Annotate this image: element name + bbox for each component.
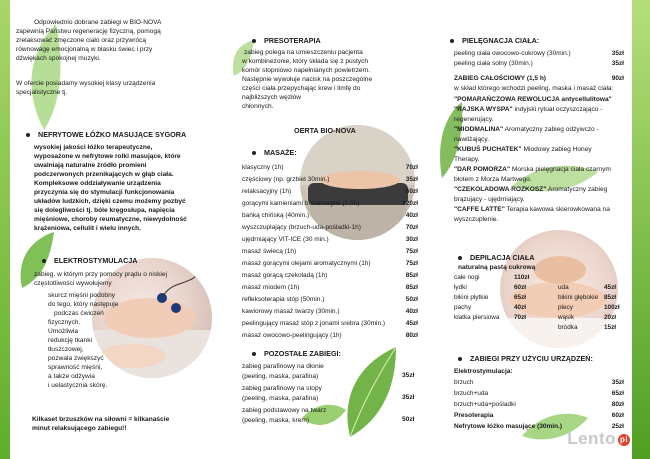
massage-price: 85zł <box>405 272 418 279</box>
device-name: Nefrytowe łóżko masujące (30min.) <box>454 423 563 430</box>
massage-name: częściowy (np. grzbiet 30min.) <box>242 176 330 183</box>
elektro-text-11: sprawność mięśni, <box>48 364 103 371</box>
body-care-row <box>454 49 624 58</box>
intro-line-3: zrelaksować zmęczone ciało oraz przywrócą <box>16 37 147 44</box>
pielegnacja-title-text: PIELĘGNACJA CIAŁA: <box>462 36 540 45</box>
massage-price: 30zł <box>405 236 418 243</box>
treatment-name: "MIODMALINA" <box>454 126 504 133</box>
treatment-line <box>454 106 602 114</box>
massage-price: 75zł <box>405 248 418 255</box>
depilation-area-right: uda <box>558 284 569 291</box>
other-treatments-list <box>242 363 418 433</box>
depilation-area-left: bikini płytkie <box>454 294 489 301</box>
urzadzenia-title <box>458 355 593 363</box>
treatment-name: "DAR POMORZA" <box>454 166 511 173</box>
massage-name: kawiorowy masaż twarzy (30min.) <box>242 308 340 315</box>
preso-text-6: najbliższych węzłów <box>242 94 301 101</box>
massage-name: gorącymi kamieniami bazaltowymi (1,5h) <box>242 200 360 207</box>
full-treatment-name: ZABIEG CAŁOŚCIOWY (1,5 h) <box>454 75 546 82</box>
other-treatment-price: 35zł <box>402 372 415 379</box>
preso-text-5: części ciała przepychając krew i limfę do <box>242 85 361 92</box>
treatment-line <box>454 166 611 174</box>
treatment-desc: Aromatyczny zabieg odżywczo - <box>503 126 599 133</box>
column-middle <box>222 0 420 459</box>
logo-badge: pl <box>619 434 629 444</box>
treatment-line <box>454 146 592 154</box>
treatment-line <box>454 116 493 124</box>
massage-price: 70zł <box>405 164 418 171</box>
bottom-slogan-2: minut relaksującego zabiegu!! <box>32 425 127 432</box>
intro-line-4: równowagę emocjonalną w blasku świec i przy <box>16 46 153 53</box>
depilacja-sub: naturalną pastą cukrową <box>458 264 536 271</box>
massage-row <box>242 247 418 256</box>
elektro-text-1: zabieg, w którym przy pomocy prądu o niskiej <box>34 271 168 278</box>
other-treatment-name: zabieg podstawowy na twarz <box>242 407 327 414</box>
bed-text-5: Kompleksowe oddziaływanie urządzenia <box>34 180 161 187</box>
bed-text-10: krążeniowa, cellulit i wielu innych. <box>34 225 141 232</box>
intro-line-2: zapewnią Państwu regenerację fizyczną, pomogą <box>16 28 161 35</box>
massage-name: masaż miodem (1h) <box>242 284 300 291</box>
bed-text-3: uwalniają naturalne źródło promieni <box>34 162 147 169</box>
elektro-text-2: częstotliwości wywołujemy <box>34 280 112 287</box>
massage-name: wyszczuplający (brzuch-uda-pośladki-1h) <box>242 224 361 231</box>
treatment-desc: wyszczuplenie. <box>454 216 499 223</box>
other-treatment-name: zabieg parafinowy na stopy <box>242 385 322 392</box>
elektro-text-4: do tego, który następuje <box>48 301 119 308</box>
device-name: brzuch <box>454 379 474 386</box>
bed-title-text: NEFRYTOWE ŁÓŻKO MASUJĄCE SYGORA <box>38 130 187 139</box>
body-care-price: 35zł <box>611 50 624 57</box>
massage-row <box>242 319 418 328</box>
offer-line-1: W ofercie posiadamy wysokiej klasy urządzenia <box>16 80 156 87</box>
elektro-text-9: tłuszczowej, <box>48 346 84 353</box>
treatment-desc: błotem z Morza Martwego. <box>454 176 532 183</box>
body-care-name: peeling ciała owocowo-cukrowy (30min.) <box>454 50 571 57</box>
massage-row <box>242 283 418 292</box>
device-row <box>454 378 624 387</box>
massage-row <box>242 295 418 304</box>
treatment-line <box>454 136 489 144</box>
device-price: 65zł <box>611 390 624 397</box>
massage-name: masaż świecą (1h) <box>242 248 297 255</box>
device-row <box>454 389 624 398</box>
depilation-area-right: bródka <box>558 324 578 331</box>
depilation-area-left: pachy <box>454 304 472 311</box>
massage-name: peelingujący masaż stóp z jonami srebra (30min.) <box>242 320 386 327</box>
massage-row <box>242 271 418 280</box>
bed-text-9: mięśniowe, choroby reumatyczne, niewydolność <box>34 216 187 223</box>
bed-text-8: się dolegliwości tj. bóle kręgosłupa, napięcia <box>34 207 175 214</box>
body-care-list <box>454 49 624 69</box>
left-green-edge <box>0 0 10 459</box>
treatment-desc: regenerujący. <box>454 116 494 123</box>
depilation-price-left: 65zł <box>514 294 527 301</box>
treatment-desc: Therapy. <box>454 156 480 163</box>
bullet-icon <box>26 133 30 137</box>
bed-text-2: wyposażone w nefrytowe rolki masujące, które <box>34 153 181 160</box>
full-treatment-desc: w skład którego wchodzi peeling, maska i masaż ciała: <box>454 85 614 92</box>
preso-text-1: zabieg polega na umieszczeniu pacjenta <box>244 49 363 56</box>
massage-price: 80zł <box>405 332 418 339</box>
intro-line-5: dźwiękach spokojnej muzyki. <box>16 55 101 62</box>
elektro-text-13: i uelastycznia skórę. <box>48 382 108 389</box>
pozostale-title <box>252 350 341 358</box>
depilation-price-left: 60zł <box>514 284 527 291</box>
massage-row <box>242 235 418 244</box>
right-green-edge <box>632 0 650 459</box>
device-price: 80zł <box>611 401 624 408</box>
treatment-name: "RAJSKA WYSPA" <box>454 106 513 113</box>
depilation-area-right: bikini głębokie <box>558 294 599 301</box>
depilation-price-right: 45zł <box>604 284 617 291</box>
massage-price: 85zł <box>405 284 418 291</box>
bullet-icon <box>252 151 256 155</box>
bullet-icon <box>458 357 462 361</box>
elektro-text-8: redukcję tkanki <box>48 337 92 344</box>
device-row <box>454 411 624 420</box>
other-treatment-name: zabieg parafinowy na dłonie <box>242 363 324 370</box>
massage-row <box>242 211 418 220</box>
full-treatment-row <box>454 74 624 83</box>
treatment-line <box>454 216 498 224</box>
massage-row <box>242 223 418 232</box>
bullet-icon <box>252 39 256 43</box>
massage-row <box>242 187 418 196</box>
bed-text-7: układów ludzkich, dzięki czemu możemy pozbyć <box>34 198 186 205</box>
depilation-price-right: 85zł <box>604 294 617 301</box>
device-price: 35zł <box>611 379 624 386</box>
treatment-desc: indyjski rytuał oczyszczająco - <box>512 106 603 113</box>
lento-watermark-logo <box>567 429 630 449</box>
bed-text-6: przyczynia się do stymulacji funkcjonowania <box>34 189 175 196</box>
elektro-text-5: podczas ćwiczeń <box>54 310 104 317</box>
full-treatment-price: 90zł <box>611 75 624 82</box>
depilation-area-left: całe nogi <box>454 274 480 281</box>
massage-row <box>242 307 418 316</box>
treatment-desc: Miodowy zabieg Honey <box>521 146 592 153</box>
massage-price: 35zł <box>405 176 418 183</box>
massage-name: masaż gorącą czekoladą (1h) <box>242 272 328 279</box>
elektro-text-3: skurcz mięśni podobny <box>48 292 116 299</box>
treatment-line <box>454 176 532 184</box>
massage-name: klasyczny (1h) <box>242 164 284 171</box>
elektro-heading: Elektrostymulacja: <box>454 368 513 375</box>
device-price: 25zł <box>611 423 624 430</box>
massage-price: 75zł <box>405 260 418 267</box>
column-left <box>14 0 214 459</box>
elektro-text-7: Umożliwia <box>48 328 79 335</box>
treatment-name: "KUBUŚ PUCHATEK" <box>454 146 522 153</box>
massage-name: relaksacyjny (1h) <box>242 188 292 195</box>
depilation-price-left: 40zł <box>514 304 527 311</box>
massage-price: 40zł <box>405 212 418 219</box>
treatment-line <box>454 96 612 104</box>
massage-row <box>242 199 418 208</box>
massage-name: ujędrniający VIT-ICE (30 min.) <box>242 236 329 243</box>
depilation-area-right: wąsik <box>558 314 574 321</box>
bed-text-4: podczerwonych przenikających w głąb ciała. <box>34 171 174 178</box>
elektro-text-12: a także odżywia <box>48 373 95 380</box>
massage-price: 50zł <box>405 296 418 303</box>
presoterapia-title-text: PRESOTERAPIA <box>264 36 321 45</box>
offer-line-2: specjalistyczne tj. <box>16 89 68 96</box>
depilation-price-right: 15zł <box>604 324 617 331</box>
massage-row <box>242 331 418 340</box>
depilation-area-right: plecy <box>558 304 573 311</box>
bed-text-1: wysokiej jakości łóżko terapeutyczne, <box>34 144 153 151</box>
depilation-area-left: łydki <box>454 284 467 291</box>
preso-text-3: komór stopniowo napełnianych powietrzem. <box>242 67 370 74</box>
body-care-row <box>454 59 624 68</box>
elektro-title-text: ELEKTROSTYMULACJA <box>54 256 138 265</box>
depilacja-title-text: DEPILACJA CIAŁA <box>470 253 535 262</box>
depilation-area-left: klatka piersiowa <box>454 314 500 321</box>
device-name: brzuch+uda <box>454 390 489 397</box>
offer-title: OERTA BIO-NOVA <box>294 126 356 135</box>
treatment-desc: Terapia kawowa skierowkowana na <box>504 206 610 213</box>
treatment-line <box>454 186 607 194</box>
massage-price: 40zł <box>405 308 418 315</box>
bullet-icon <box>450 39 454 43</box>
bottom-slogan-1: Kilkaset brzuszków na siłowni = kilkanaście <box>32 416 170 423</box>
massage-price: 60zł <box>405 188 418 195</box>
intro-line-1: Odpowiednio dobrane zabiegi w BIO-NOVA <box>34 19 162 26</box>
massage-price: 120zł <box>402 200 418 207</box>
other-treatment-sub: (peeling, maska, krem) <box>242 417 310 424</box>
preso-text-4: Następnie wywołuje nacisk na poszczególne <box>242 76 373 83</box>
treatment-desc: brązujący - ujędrniający. <box>454 196 525 203</box>
massage-name: bańką chińską (40min.) <box>242 212 310 219</box>
massage-name: masaż gorącymi olejami aromatycznymi (1h) <box>242 260 371 267</box>
elektro-text-6: fizycznych. <box>48 319 81 326</box>
treatment-line <box>454 206 610 214</box>
other-treatment-sub: (peeling, maska, parafina) <box>242 373 319 380</box>
massage-price: 70zł <box>405 224 418 231</box>
device-price: 60zł <box>611 412 624 419</box>
elektro-text-10: pozwala zwiększyć <box>48 355 104 362</box>
column-right <box>428 0 626 459</box>
treatment-name: "POMARAŃCZOWA REWOLUCJA antycellulitowa" <box>454 96 612 103</box>
massage-price-list <box>242 163 418 343</box>
preso-text-7: chłonnych. <box>242 103 274 110</box>
depilacja-title <box>458 254 534 262</box>
bullet-icon <box>42 259 46 263</box>
depilation-price-right: 20zł <box>604 314 617 321</box>
bed-section-title <box>26 131 186 139</box>
device-row <box>454 400 624 409</box>
pozostale-title-text: POZOSTAŁE ZABIEGI: <box>264 349 341 358</box>
treatment-line <box>454 156 480 164</box>
depilation-price-right: 100zł <box>604 304 620 311</box>
treatment-desc: Morska pielęgnacja ciała czarnym <box>510 166 611 173</box>
logo-text: Lento <box>567 429 616 448</box>
masaze-title-text: MASAŻE: <box>264 148 297 157</box>
other-treatment-sub: (peeling, maska, parafina) <box>242 395 319 402</box>
massage-name: refleksoterapia stóp (50min.) <box>242 296 325 303</box>
treatment-desc: nawilżający. <box>454 136 490 143</box>
device-name: Presoterapia <box>454 412 494 419</box>
device-name: brzuch+uda+pośladki <box>454 401 516 408</box>
massage-price: 45zł <box>405 320 418 327</box>
bullet-icon <box>458 256 462 260</box>
depilation-price-left: 70zł <box>514 314 527 321</box>
massage-row <box>242 175 418 184</box>
treatment-line <box>454 196 525 204</box>
depilation-price-grid <box>454 274 626 334</box>
treatment-name: "CAFFE LATTE" <box>454 206 505 213</box>
treatment-name: "CZEKOLADOWA ROZKOSZ" <box>454 186 547 193</box>
masaze-title <box>252 149 297 157</box>
other-treatment-price: 35zł <box>402 394 415 401</box>
signature-treatments-list <box>454 96 624 231</box>
presoterapia-title <box>252 37 321 45</box>
urzadzenia-title-text: ZABIEGI PRZY UŻYCIU URZĄDZEŃ: <box>470 354 593 363</box>
elektro-section-title <box>42 257 137 265</box>
treatment-line <box>454 126 599 134</box>
body-care-price: 35zł <box>611 60 624 67</box>
massage-name: masaż owocowo-peelingujący (1h) <box>242 332 342 339</box>
preso-text-2: w kombinezonie, który składa się z pustych <box>242 58 369 65</box>
treatment-desc: Aromatyczny zabieg <box>546 186 608 193</box>
massage-row <box>242 163 418 172</box>
other-treatment-price: 50zł <box>402 416 415 423</box>
bullet-icon <box>252 352 256 356</box>
pielegnacja-title <box>450 37 539 45</box>
body-care-name: peeling ciała solny (30min.) <box>454 60 533 67</box>
depilation-price-left: 110zł <box>514 274 530 281</box>
massage-row <box>242 259 418 268</box>
